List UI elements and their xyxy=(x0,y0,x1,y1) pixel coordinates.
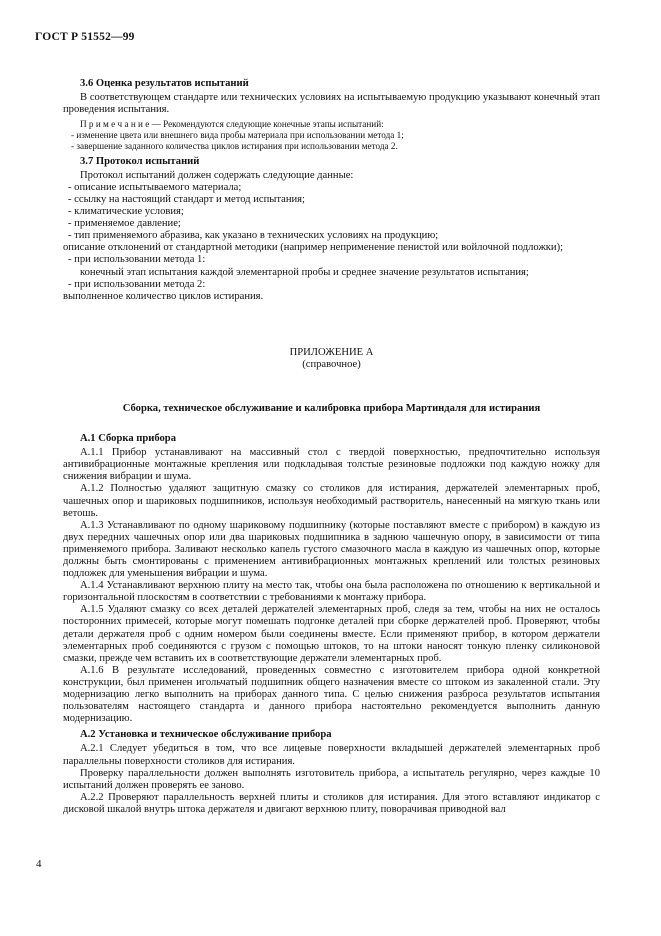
para: А.1.3 Устанавливают по одному шариковому подшипнику (которые поставляют вместе с прибором) в каждую из двух передних чашечных опор или два шариковых подшипника в заднюю чашечную опору, в зависимости от типа применяемого прибора. Заливают несколько капель густого смазочного масла в каждую из чашечных опор, которые должны быть смонтированы с применением антивибрационных монтажных креплений или толстых резиновых подложек для уменьшения вибрации и шума. xyxy=(63,519,600,580)
appendix-title: ПРИЛОЖЕНИЕ А xyxy=(289,346,374,358)
para: Проверку параллельности должен выполнять изготовитель прибора, а испытатель регулярно, через каждые 10 испытаний должен проверять ее заново. xyxy=(63,767,600,791)
para: А.1.4 Устанавливают верхнюю плиту на место так, чтобы она была расположена по отношению к вертикальной и горизонтальной плоскостям в соответствии с требованиями к монтажу прибора. xyxy=(63,580,600,604)
list-item: - при использовании метода 2: xyxy=(68,278,206,290)
list-item: - при использовании метода 1: xyxy=(68,254,206,266)
heading: 3.6 Оценка результатов испытаний xyxy=(80,78,249,89)
list-item: - ссылку на настоящий стандарт и метод испытания; xyxy=(68,193,305,205)
list-item: - применяемое давление; xyxy=(68,218,181,230)
list-item: - тип применяемого абразива, как указано в технических условиях на продукцию; xyxy=(68,230,439,242)
note-item: - завершение заданного количества циклов истирания при использовании метода 2. xyxy=(71,140,398,151)
document-header-standard-number: ГОСТ Р 51552—99 xyxy=(35,31,135,43)
heading: 3.7 Протокол испытаний xyxy=(80,155,200,167)
para: В соответствующем стандарте или технических условиях на испытываемую продукцию указывают конечный этап проведения испытания. xyxy=(63,92,600,116)
note-item: - изменение цвета или внешнего вида пробы материала при использовании метода 1; xyxy=(71,130,404,141)
para: А.1.1 Прибор устанавливают на массивный стол с твердой поверхностью, предпочтительно используя антивибрационные монтажные крепления или подкладывая толстые резиновые подложки под каждую ножку для снижения вибрации и шума. xyxy=(63,447,600,483)
note: П р и м е ч а н и е — Рекомендуются следующие конечные этапы испытаний: xyxy=(80,119,384,130)
para: А.1.5 Удаляют смазку со всех деталей держателей элементарных проб, следя за тем, чтобы на них не осталось посторонних примесей, которые могут помешать подгонке деталей при сборке держателей проб. Проверяют, чтобы детали держателя проб с одним номером были соединены вместе. Если применяют прибор, в котором держатели элементарных проб соединяются с грузом с помощью штоков, то на штоки наносят тонкую пленку силиконовой смазки, прежде чем вставить их в соответствующие держатели элементарных проб. xyxy=(63,604,600,664)
para: конечный этап испытания каждой элементарной пробы и среднее значение результатов испытания; xyxy=(80,266,529,278)
para: А.2.1 Следует убедиться в том, что все лицевые поверхности вкладышей держателей элементарных проб параллельны поверхности столиков для истирания. xyxy=(63,743,600,767)
para: А.1.6 В результате исследований, проведенных совместно с изготовителем прибора одной конкретной конструкции, был применен игольчатый подшипник общего назначения вместе со штоком из закаленной стали. Эту модернизацию легко выполнить на приборах данного типа. С целью снижения разброса результатов испытания пользователям настоящего стандарта и данного прибора настоятельно рекомендуется выполнить данную модернизацию. xyxy=(63,664,600,725)
plain: выполненное количество циклов истирания. xyxy=(63,290,264,302)
page-number: 4 xyxy=(36,858,42,870)
section-title: Сборка, техническое обслуживание и калибровка прибора Мартиндаля для истирания xyxy=(122,402,541,414)
appendix-subtitle: (справочное) xyxy=(302,358,361,370)
document-body xyxy=(63,74,600,816)
para: А.1.2 Полностью удаляют защитную смазку со столиков для истирания, держателей элементарных проб, чашечных опор и шариковых подшипников, используя необходимый растворитель, нанесенный на мягкую ткань или ветошь. xyxy=(63,483,600,519)
list-item: - описание испытываемого материала; xyxy=(68,181,242,193)
plain: описание отклонений от стандартной методики (например неприменение пенистой или войлочной подложки); xyxy=(63,242,564,254)
para: А.2.2 Проверяют параллельность верхней плиты и столиков для истирания. Для этого вставляют индикатор с дисковой шкалой внутрь штока держателя и двигают верхнюю плиту, поворачивая приводной вал xyxy=(63,791,600,815)
para: Протокол испытаний должен содержать следующие данные: xyxy=(80,169,354,181)
heading: А.1 Сборка прибора xyxy=(80,433,177,445)
list-item: - климатические условия; xyxy=(68,206,184,218)
heading: А.2 Установка и техническое обслуживание прибора xyxy=(80,729,332,741)
